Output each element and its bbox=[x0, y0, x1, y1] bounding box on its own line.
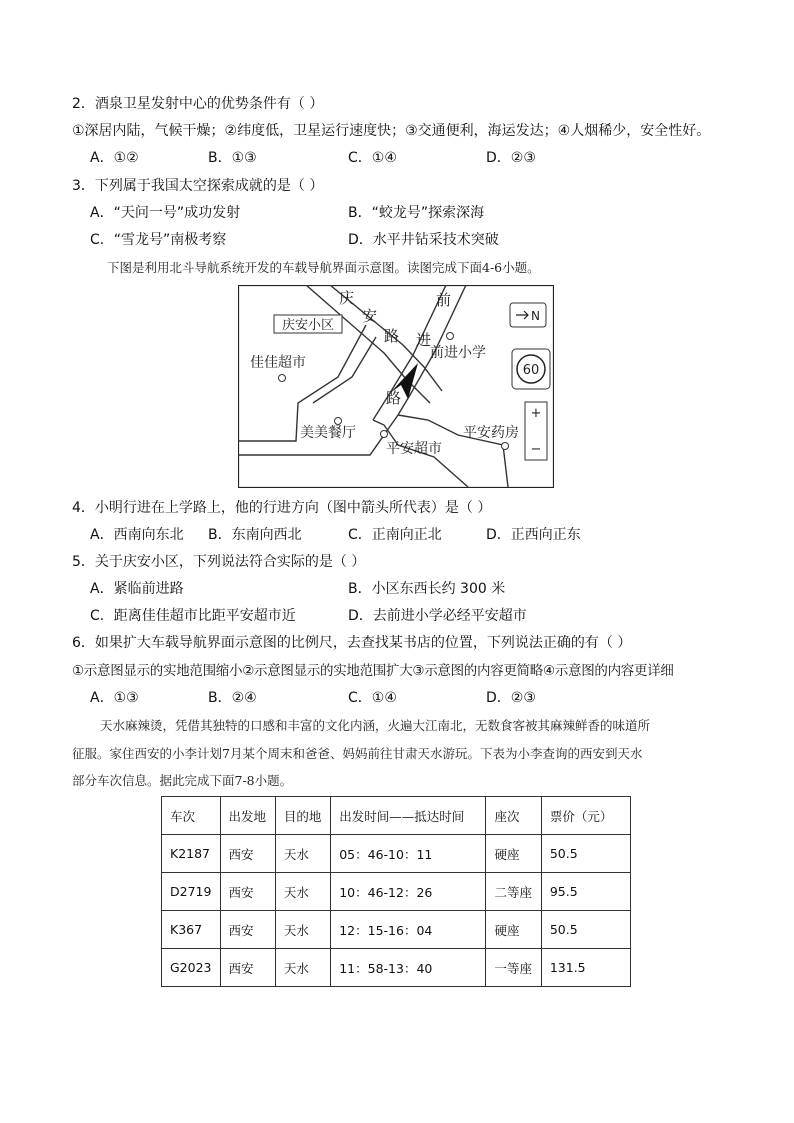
header-train-no: 车次 bbox=[162, 797, 221, 835]
jiajia-poi-marker bbox=[279, 375, 286, 382]
road-char-jin: 进 bbox=[416, 331, 432, 349]
cell-train-no: D2719 bbox=[162, 873, 221, 911]
q2-option-b[interactable]: B．①③ bbox=[208, 150, 257, 166]
q5-option-a[interactable]: A．紧临前进路 bbox=[90, 581, 184, 597]
navigation-map bbox=[238, 285, 554, 488]
zoom-out-button[interactable]: − bbox=[530, 442, 542, 457]
cell-time: 12：15-16：04 bbox=[331, 911, 486, 949]
q4-option-d[interactable]: D．正西向正东 bbox=[486, 527, 581, 543]
intro-4-6: 下图是利用北斗导航系统开发的车载导航界面示意图。读图完成下面4-6小题。 bbox=[107, 260, 540, 275]
label-pingan-supermarket: 平安超市 bbox=[386, 441, 442, 457]
q4-option-c[interactable]: C．正南向正北 bbox=[348, 527, 442, 543]
q5-stem: 5．关于庆安小区，下列说法符合实际的是（ ） bbox=[72, 554, 366, 570]
table-row bbox=[162, 949, 631, 987]
label-qianjin-school: 前进小学 bbox=[430, 345, 486, 361]
label-meimei-restaurant: 美美餐厅 bbox=[300, 425, 356, 441]
q3-option-a[interactable]: A．“天问一号”成功发射 bbox=[90, 205, 241, 221]
label-pingan-pharmacy: 平安药房 bbox=[463, 425, 519, 441]
q3-option-b[interactable]: B．“蛟龙号”探索深海 bbox=[348, 205, 485, 221]
cell-destination: 天水 bbox=[275, 949, 330, 987]
table-row bbox=[162, 911, 631, 949]
passage-7-8-line-2: 征服。家住西安的小李计划7月某个周末和爸爸、妈妈前往甘肃天水游玩。下表为小李查询的西安到天水 bbox=[72, 746, 643, 761]
cell-seat: 一等座 bbox=[486, 949, 541, 987]
table-row bbox=[162, 835, 631, 873]
label-jiajia-supermarket: 佳佳超市 bbox=[250, 355, 306, 371]
cell-train-no: G2023 bbox=[162, 949, 221, 987]
road-char-qian: 前 bbox=[436, 291, 452, 309]
q6-stem: 6．如果扩大车载导航界面示意图的比例尺，去查找某书店的位置，下列说法正确的有（ ） bbox=[72, 635, 632, 651]
cell-seat: 二等座 bbox=[486, 873, 541, 911]
q6-option-c[interactable]: C．①④ bbox=[348, 690, 397, 706]
road-char-an: 安 bbox=[362, 307, 378, 325]
cell-destination: 天水 bbox=[275, 873, 330, 911]
q5-option-c[interactable]: C．距离佳佳超市比距平安超市近 bbox=[90, 608, 296, 624]
cell-destination: 天水 bbox=[275, 911, 330, 949]
cell-price: 131.5 bbox=[541, 949, 630, 987]
label-qingan-district: 庆安小区 bbox=[281, 318, 335, 333]
cell-time: 05：46-10：11 bbox=[331, 835, 486, 873]
q2-option-d[interactable]: D．②③ bbox=[486, 150, 536, 166]
cell-seat: 硬座 bbox=[486, 911, 541, 949]
table-header-row bbox=[162, 797, 631, 835]
q6-option-b[interactable]: B．②④ bbox=[208, 690, 257, 706]
q2-option-c[interactable]: C．①④ bbox=[348, 150, 397, 166]
road-char-lu-1: 路 bbox=[384, 327, 400, 345]
q2-stem: 2．酒泉卫星发射中心的优势条件有（ ） bbox=[72, 96, 324, 112]
cell-departure: 西安 bbox=[220, 873, 275, 911]
table-row bbox=[162, 873, 631, 911]
q5-option-b[interactable]: B．小区东西长约 300 米 bbox=[348, 581, 506, 597]
north-label: N bbox=[531, 309, 540, 323]
train-schedule-table bbox=[161, 796, 631, 987]
road-char-qing: 庆 bbox=[339, 289, 355, 307]
cell-time: 11：58-13：40 bbox=[331, 949, 486, 987]
q2-statement: ①深居内陆，气候干燥；②纬度低，卫星运行速度快；③交通便利，海运发达；④人烟稀少，安全性好。 bbox=[72, 123, 711, 139]
meimei-poi-marker bbox=[335, 418, 342, 425]
q3-option-c[interactable]: C．“雪龙号”南极考察 bbox=[90, 232, 227, 248]
cell-price: 50.5 bbox=[541, 835, 630, 873]
cell-departure: 西安 bbox=[220, 949, 275, 987]
zoom-in-button[interactable]: + bbox=[530, 406, 542, 421]
header-destination: 目的地 bbox=[275, 797, 330, 835]
q3-stem: 3．下列属于我国太空探索成就的是（ ） bbox=[72, 178, 324, 194]
passage-7-8-line-1: 天水麻辣烫，凭借其独特的口感和丰富的文化内涵，火遍大江南北，无数食客被其麻辣鲜香的味道所 bbox=[100, 718, 651, 733]
cell-price: 95.5 bbox=[541, 873, 630, 911]
q4-option-a[interactable]: A．西南向东北 bbox=[90, 527, 184, 543]
q6-statement: ①示意图显示的实地范围缩小②示意图显示的实地范围扩大③示意图的内容更简略④示意图的内容更详细 bbox=[72, 663, 674, 679]
header-departure: 出发地 bbox=[220, 797, 275, 835]
speed-limit-value: 60 bbox=[522, 363, 540, 378]
q4-option-b[interactable]: B．东南向西北 bbox=[208, 527, 302, 543]
road-char-lu-2: 路 bbox=[386, 389, 402, 407]
q3-option-d[interactable]: D．水平井钻采技术突破 bbox=[348, 232, 499, 248]
cell-destination: 天水 bbox=[275, 835, 330, 873]
cell-price: 50.5 bbox=[541, 911, 630, 949]
q6-option-d[interactable]: D．②③ bbox=[486, 690, 536, 706]
qianjin-school-poi-marker bbox=[447, 333, 454, 340]
cell-train-no: K2187 bbox=[162, 835, 221, 873]
pingan-super-poi-marker bbox=[381, 431, 388, 438]
cell-departure: 西安 bbox=[220, 835, 275, 873]
q5-option-d[interactable]: D．去前进小学必经平安超市 bbox=[348, 608, 527, 624]
header-time: 出发时间——抵达时间 bbox=[331, 797, 486, 835]
header-price: 票价（元） bbox=[541, 797, 630, 835]
cell-time: 10：46-12：26 bbox=[331, 873, 486, 911]
q6-option-a[interactable]: A．①③ bbox=[90, 690, 139, 706]
cell-train-no: K367 bbox=[162, 911, 221, 949]
q2-option-a[interactable]: A．①② bbox=[90, 150, 139, 166]
header-seat: 座次 bbox=[486, 797, 541, 835]
q4-stem: 4．小明行进在上学路上，他的行进方向（图中箭头所代表）是（ ） bbox=[72, 500, 492, 516]
pingan-pharmacy-poi-marker bbox=[502, 443, 509, 450]
cell-departure: 西安 bbox=[220, 911, 275, 949]
cell-seat: 硬座 bbox=[486, 835, 541, 873]
passage-7-8-line-3: 部分车次信息。据此完成下面7-8小题。 bbox=[72, 773, 293, 788]
